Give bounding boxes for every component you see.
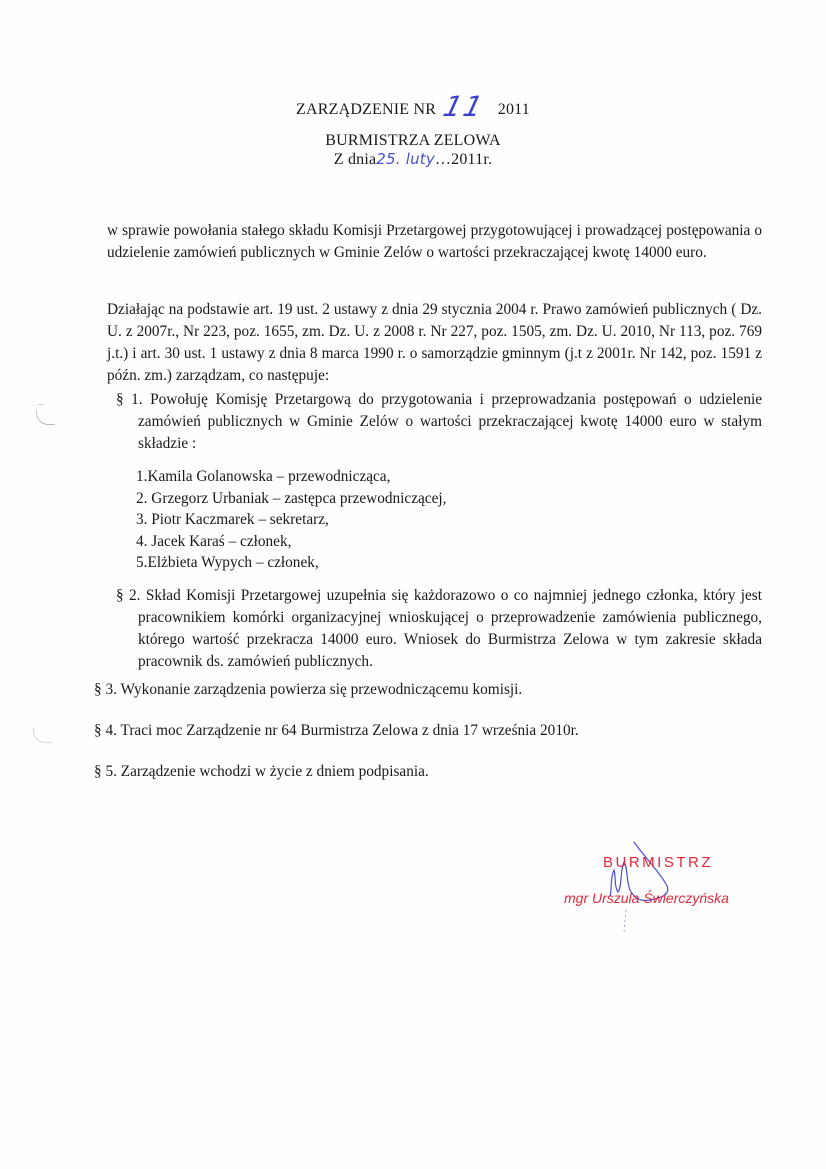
- section-2-text: Skład Komisji Przetargowej uzupełnia się każdorazowo o co najmniej jednego członka, który jest pracownikiem komórki organizacyjnej wnioskującej o przeprowadzenie zamówienia publicznego, którego wartość przekracza 14000 euro. Wniosek do Burmistrza Zelowa w tym zakresie składa pracownik ds. zamówień publicznych.: [138, 587, 763, 670]
- section-4-text: Traci moc Zarządzenie nr 64 Burmistrza Zelowa z dnia 17 września 2010r.: [120, 722, 579, 739]
- margin-tick-mark: [38, 404, 44, 405]
- section-1-text: Powołuję Komisję Przetargową do przygotowania i przeprowadzania postępowań o udzielenie zamówień publicznych w Gminie Zelów o wartości przekraczającej kwotę 14000 euro w stałym składzie :: [138, 391, 763, 452]
- section-2: [116, 585, 762, 673]
- legal-basis: Działając na podstawie art. 19 ust. 2 ustawy z dnia 29 stycznia 2004 r. Prawo zamówień publicznych ( Dz. U. z 2007r., Nr 223, poz. 1655, zm. Dz. U. z 2008 r. Nr 227, poz. 1505, zm. Dz. U. 2010, Nr 113, poz. 769 j.t.) i art. 30 ust. 1 ustawy z dnia 8 marca 1990 r. o samorządzie gminnym (j.t z 2001r. Nr 142, poz. 1591 z późn. zm.) zarządzam, co następuje:: [107, 301, 762, 384]
- section-4: [94, 720, 762, 742]
- date-prefix: Z dnia: [333, 151, 377, 168]
- date-suffix: …2011r.: [434, 151, 493, 168]
- section-3-label: § 3.: [94, 681, 117, 698]
- official-stamp: [550, 840, 770, 940]
- section-1: [116, 389, 762, 455]
- section-1-label: § 1.: [116, 391, 143, 408]
- member-item: 4. Jacek Karaś – członek,: [136, 532, 292, 550]
- title-prefix: ZARZĄDZENIE NR: [296, 101, 437, 118]
- document-subject: w sprawie powołania stałego składu Komisji Przetargowej przygotowującej i prowadzącej postępowania o udzielenie zamówień publicznych w Gminie Zelów o wartości przekraczającej kwotę 14000 euro.: [107, 222, 762, 261]
- margin-punch-mark: [33, 728, 52, 743]
- stamp-signatory-name: mgr Urszula Świerczyńska: [564, 890, 729, 906]
- handwritten-date: 25. luty: [376, 150, 435, 168]
- section-3: [94, 679, 762, 701]
- section-1-body: [116, 389, 762, 455]
- margin-punch-mark: [36, 410, 55, 425]
- member-item: 2. Grzegorz Urbaniak – zastępca przewodniczącej,: [136, 489, 447, 507]
- document-date: [0, 150, 826, 169]
- section-5: [94, 761, 762, 783]
- handwritten-order-number: 11: [440, 90, 488, 123]
- document-title: [0, 88, 826, 121]
- member-item: 3. Piotr Kaczmarek – sekretarz,: [136, 511, 329, 528]
- section-2-body: [116, 585, 762, 673]
- committee-members-list: [136, 466, 446, 574]
- title-year: 2011: [497, 101, 530, 118]
- member-item: 5.Elżbieta Wypych – członek,: [136, 554, 319, 571]
- stamp-title: BURMISTRZ: [603, 854, 713, 871]
- member-item: 1.Kamila Golanowska – przewodnicząca,: [136, 468, 391, 485]
- section-5-text: Zarządzenie wchodzi w życie z dniem podpisania.: [120, 763, 429, 780]
- document-issuer: BURMISTRZA ZELOWA: [325, 132, 501, 149]
- section-2-label: § 2.: [116, 587, 141, 604]
- section-3-text: Wykonanie zarządzenia powierza się przewodniczącemu komisji.: [120, 681, 523, 698]
- section-5-label: § 5.: [94, 763, 117, 780]
- section-4-label: § 4.: [94, 722, 117, 739]
